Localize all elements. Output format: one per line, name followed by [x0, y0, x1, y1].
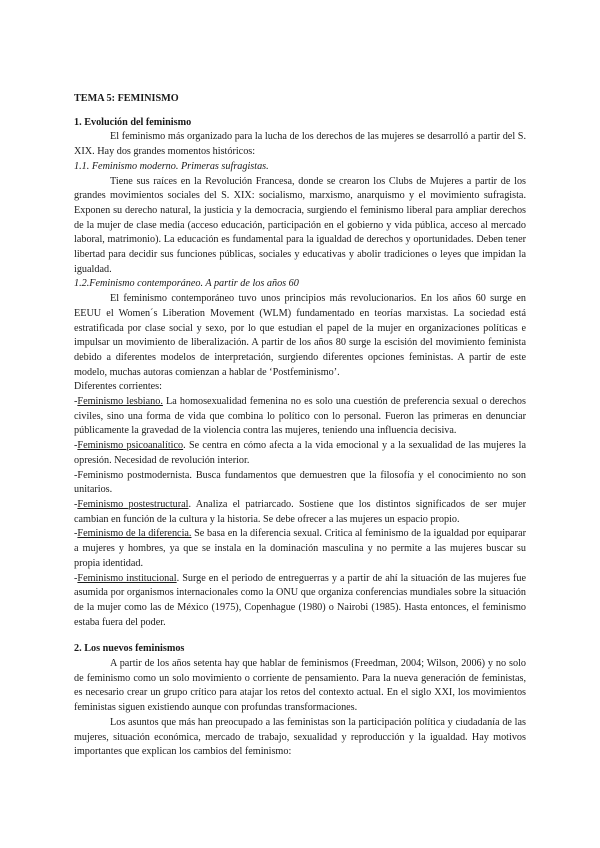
current-text: Feminismo postmodernista. Busca fundamentos que demuestren que la filosofía y el conocimiento no son unitarios.	[74, 469, 526, 496]
current-item-lesbian: -Feminismo lesbiano. La homosexualidad femenina no es solo una cuestión de preferencia sexual o derechos civiles, sino una forma de vida que combina lo político con lo personal. Fueron las primeras en denunciar públicamente la gravedad de la violencia contra las mujeres, teniendo una influencia decisiva.	[74, 396, 526, 437]
current-text: Se basa en la diferencia sexual. Critica al feminismo de la igualdad por equiparar a mujeres y hombres, ya que se instala en la dominación masculina y no permite a las mujeres buscar su propia identidad.	[74, 528, 526, 569]
current-text: . Se centra en cómo afecta a la vida emocional y a la sexualidad de las mujeres la opresión. Necesidad de revolución interior.	[74, 440, 526, 466]
current-item-difference: -Feminismo de la diferencia. Se basa en la diferencia sexual. Critica al feminismo de la igualdad por equiparar a mujeres y hombres, ya que se instala en la dominación masculina y no permite a las mujeres buscar su propia identidad.	[74, 528, 526, 569]
paragraph-1-2: El feminismo contemporáneo tuvo unos principios más revolucionarios. En los años 60 surge en EEUU el Women´s Liberation Movement (WLM) fundamentado en teorías marxistas. La sociedad está estratificada por clase social y sexo, por lo que estudian el papel de la mujer en organizaciones políticas e impulsar un movimiento de liberalización. A partir de los años 80 surge la escisión del movimiento feminista debido a diferentes modelos de interpretación, surgiendo diferentes opciones feministas. A partir de este modelo, muchas autoras comienzan a hablar de ‘Postfeminismo’.	[74, 293, 526, 378]
current-text: . Analiza el patriarcado. Sostiene que los distintos significados de ser mujer cambian en función de la cultura y la historia. Se debe ofrecer a las mujeres un espacio propio.	[74, 498, 527, 525]
page-title: TEMA 5: FEMINISMO	[74, 93, 179, 104]
current-item-poststructural: -Feminismo postestructural. Analiza el patriarcado. Sostiene que los distintos significados de ser mujer cambian en función de la cultura y la historia. Se debe ofrecer a las mujeres un espacio propio.	[74, 498, 527, 525]
current-text: . Surge en el periodo de entreguerras y a partir de ahí la situación de las mujeres fue asumida por organismos internacionales como la ONU que organiza conferencias mundiales sobre la situación de la mujer como las de México (1975), Copenhague (1980) o Nairobi (1985). Hasta entonces, el feminismo estaba fuera del poder.	[74, 572, 527, 628]
section-1-intro: El feminismo más organizado para la lucha de los derechos de las mujeres se desarrolló a partir del S. XIX. Hay dos grandes momentos históricos:	[74, 131, 526, 158]
subsection-heading-1-1: 1.1. Feminismo moderno. Primeras sufragistas.	[74, 160, 269, 172]
current-name: Feminismo postestructural	[77, 498, 189, 510]
subsection-heading-1-2: 1.2.Feminismo contemporáneo. A partir de los años 60	[74, 278, 299, 290]
current-item-institutional: -Feminismo institucional. Surge en el periodo de entreguerras y a partir de ahí la situación de las mujeres fue asumida por organismos internacionales como la ONU que organiza conferencias mundiales sobre la situación de la mujer como las de México (1975), Copenhague (1980) o Nairobi (1985). Hasta entonces, el feminismo estaba fuera del poder.	[74, 572, 527, 628]
current-item-psychoanalytic: -Feminismo psicoanalítico. Se centra en cómo afecta a la vida emocional y a la sexualidad de las mujeres la opresión. Necesidad de revolución interior.	[74, 440, 526, 466]
current-name: Feminismo institucional	[77, 572, 177, 584]
section-heading-1: 1. Evolución del feminismo	[74, 116, 192, 128]
currents-label: Diferentes corrientes:	[74, 381, 162, 393]
paragraph-2-1: A partir de los años setenta hay que hablar de feminismos (Freedman, 2004; Wilson, 2006) y no solo de feminismo como un solo movimiento o corriente de pensamiento. Para la nueva generación de feministas, es necesario crear un grupo crítico para atajar los retos del contexto actual. En el siglo XXI, los movimientos feministas siguen existiendo aunque con profundas transformaciones.	[74, 658, 526, 714]
paragraph-1-1: Tiene sus raíces en la Revolución Francesa, donde se crearon los Clubs de Mujeres a partir de los grandes movimientos sociales del S. XIX: socialismo, marxismo, anarquismo y el movimiento sufragista. Exponen su derecho natural, la justicia y la democracia, surgiendo el feminismo liberal para ampliar derechos de la mujer de clase media (acceso educación, participación en el gobierno y vida pública, acceso al mercado laboral, matrimonio). La educación es fundamental para la igualdad de derechos y oportunidades. Deben tener libertad para decidir sus funciones públicas, sociales y educativas y abolir tradiciones o leyes que impidan la igualdad.	[74, 175, 526, 275]
current-name: Feminismo psicoanalítico	[77, 440, 184, 452]
current-name: Feminismo lesbiano.	[77, 396, 163, 408]
current-text: La homosexualidad femenina no es solo una cuestión de preferencia sexual o derechos civiles, sino una forma de vida que combina lo político con lo personal. Fueron las primeras en denunciar públicamente la gravedad de la violencia contra las mujeres, teniendo una influencia decisiva.	[74, 396, 526, 437]
document-body	[74, 92, 526, 760]
current-name: Feminismo de la diferencia.	[77, 528, 192, 540]
section-heading-2: 2. Los nuevos feminismos	[74, 643, 185, 655]
current-item-postmodernist: -Feminismo postmodernista. Busca fundamentos que demuestren que la filosofía y el conocimiento no son unitarios.	[74, 469, 526, 496]
paragraph-2-2: Los asuntos que más han preocupado a las feministas son la participación política y ciudadanía de las mujeres, situación económica, mercado de trabajo, sexualidad y reproducción y la igualdad. Hay motivos importantes que explican los cambios del feminismo:	[74, 716, 526, 758]
